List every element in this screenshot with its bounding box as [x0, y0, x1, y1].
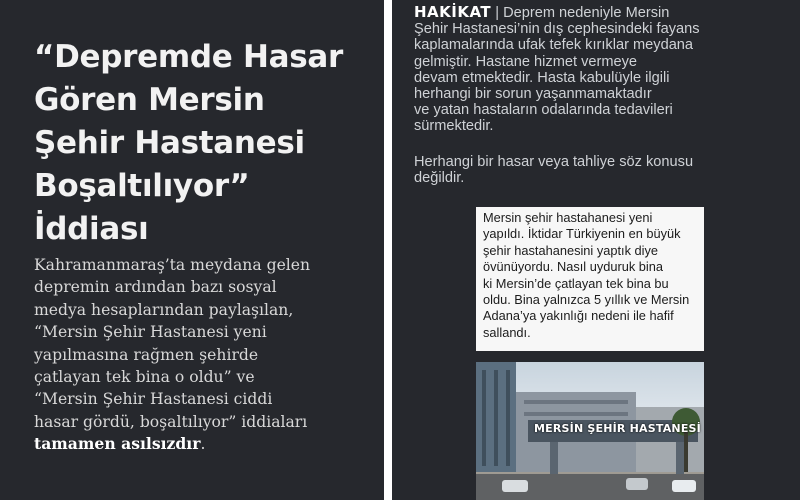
body-line: “Mersin Şehir Hastanesi ciddi	[34, 390, 273, 409]
fact-line: sürmektedir.	[414, 118, 494, 135]
body-line: Kahramanmaraş’ta meydana gelen	[34, 256, 311, 274]
headline	[34, 36, 374, 251]
headline-line: Boşaltılıyor”	[34, 168, 250, 204]
tweet-line: sallandı.	[483, 324, 531, 340]
fact-line: Herhangi bir hasar veya tahliye söz konusu	[414, 154, 694, 170]
body-line: çatlayan tek bina o oldu” ve	[34, 368, 255, 387]
tweet-line: övünüyordu. Nasıl uyduruk bina	[483, 259, 663, 275]
left-panel	[0, 0, 384, 500]
tweet-line: yapıldı. İktidar Türkiyenin en büyük	[483, 226, 681, 242]
body-line: hasar gördü, boşaltılıyor” iddiaları	[34, 412, 308, 431]
tweet-screenshot	[476, 207, 704, 351]
body-line: depremin ardından bazı sosyal	[34, 278, 277, 297]
fact-line: ve yatan hastaların odalarında tedavileri	[414, 102, 673, 119]
verdict-bold: tamamen asılsızdır	[34, 434, 201, 454]
tweet-line: oldu. Bina yalnızca 5 yıllık ve Mersin	[483, 292, 690, 308]
headline-line: İddiası	[34, 211, 149, 247]
fact-line: gelmiştir. Hastane hizmet vermeye	[414, 53, 638, 70]
label-separator: |	[495, 5, 500, 21]
hakikat-label: HAKİKAT	[414, 3, 492, 21]
fact-line: Deprem nedeniyle Mersin	[503, 5, 670, 21]
tweet-line: Mersin şehir hastahanesi yeni	[483, 210, 653, 225]
headline-line: Şehir Hastanesi	[34, 125, 305, 161]
claim-paragraph	[34, 254, 374, 456]
fact-line: herhangi bir sorun yaşanmamaktadır	[414, 86, 652, 103]
panel-divider	[384, 0, 392, 500]
fact-first-line	[414, 4, 794, 21]
fact-paragraph	[414, 4, 794, 135]
hospital-photo	[476, 362, 704, 500]
tweet-line: ki Mersin’de çatlayan tek bina bu	[483, 275, 669, 291]
body-line: medya hesaplarından paylaşılan,	[34, 300, 294, 319]
hospital-sign: MERSİN ŞEHİR HASTANESİ	[534, 422, 701, 435]
fact-line: kaplamalarında ufak tefek kırıklar meydana	[414, 37, 694, 54]
right-panel	[392, 0, 800, 500]
fact-line: Şehir Hastanesi’nin dış cephesindeki fayans	[414, 21, 700, 38]
tweet-line: şehir hastahanesini yaptık diye	[483, 242, 658, 258]
fact-line: değildir.	[414, 170, 465, 187]
fact-paragraph-2	[414, 154, 794, 186]
body-line: “Mersin Şehir Hastanesi yeni	[34, 323, 267, 342]
fact-line: devam etmektedir. Hasta kabulüyle ilgili	[414, 69, 670, 86]
headline-line: Gören Mersin	[34, 82, 265, 118]
verdict-period: .	[200, 435, 206, 454]
body-line-final	[34, 433, 374, 455]
tweet-line: Adana’ya yakınlığı nedeni ile hafif	[483, 308, 674, 324]
headline-line: “Depremde Hasar	[34, 39, 343, 75]
body-line: yapılmasına rağmen şehirde	[34, 345, 259, 364]
